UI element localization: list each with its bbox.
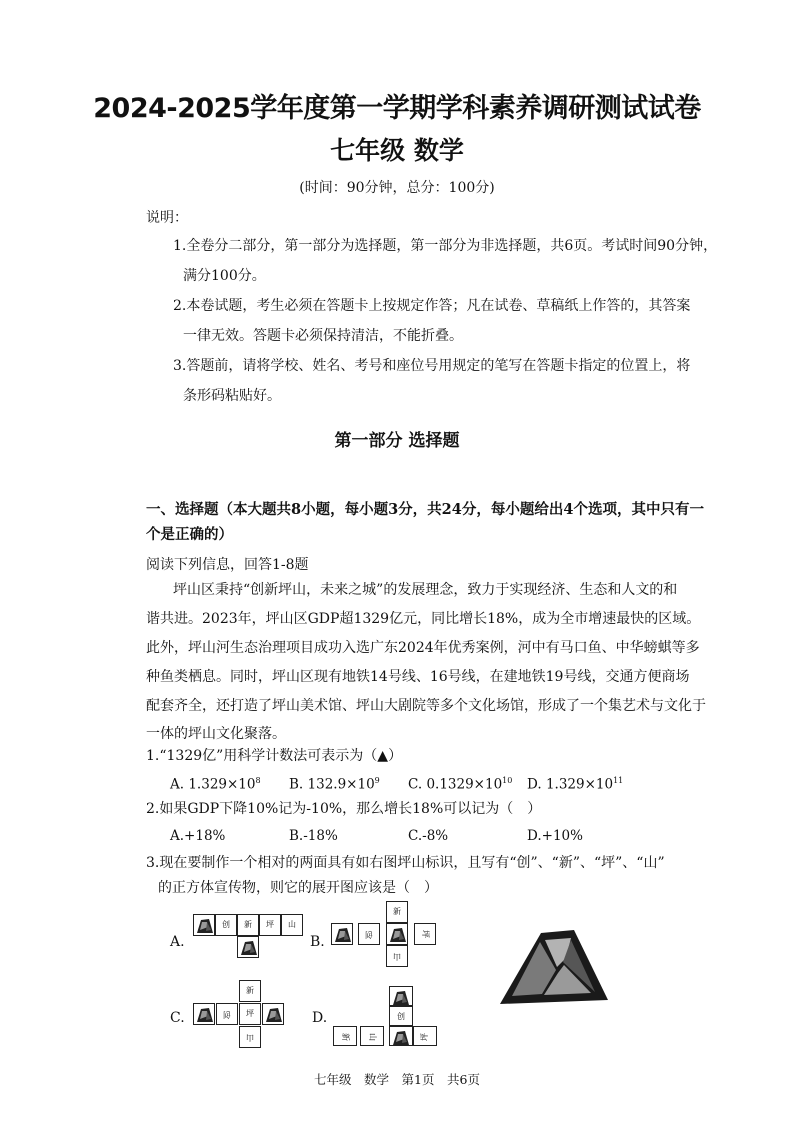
net-d-shan-glyph: 山 bbox=[368, 1033, 377, 1041]
net-a-face-ping: 坪 bbox=[259, 914, 281, 936]
option-b-exponent: 9 bbox=[374, 776, 380, 785]
net-c[interactable] bbox=[193, 980, 289, 1050]
net-d-face-logo-2 bbox=[389, 1026, 413, 1046]
instruction-3-line-1: 3.答题前，请将学校、姓名、考号和座位号用规定的笔写在答题卡指定的位置上，将 bbox=[173, 358, 691, 374]
instruction-3-line-2: 条形码粘贴好。 bbox=[183, 388, 281, 404]
option-d-label: D. bbox=[527, 776, 542, 793]
net-d-ping-glyph: 坪 bbox=[420, 1033, 429, 1041]
instructions-label: 说明： bbox=[146, 210, 188, 226]
question-2-option-d[interactable]: D.+10% bbox=[527, 828, 583, 844]
pingshan-logo-large-icon bbox=[498, 928, 610, 1006]
pingshan-logo-icon bbox=[392, 990, 410, 1006]
net-c-chuang-glyph: 创 bbox=[223, 1010, 231, 1019]
option-a-label: A. bbox=[170, 776, 185, 793]
net-b-ping-glyph: 坪 bbox=[421, 930, 430, 938]
question-2-option-b[interactable]: B.-18% bbox=[289, 828, 338, 844]
passage-line-6: 一体的坪山文化聚落。 bbox=[146, 726, 286, 742]
net-b-face-logo-2 bbox=[386, 923, 408, 945]
passage-line-4: 种鱼类栖息。同时，坪山区现有地铁14号线、16号线，在建地铁19号线，交通方便商场 bbox=[146, 669, 690, 685]
instruction-2-line-1: 2.本卷试题，考生必须在答题卡上按规定作答；凡在试卷、草稿纸上作答的，其答案 bbox=[173, 298, 691, 314]
net-d-face-chuang: 创 bbox=[389, 1006, 413, 1026]
pingshan-logo-icon bbox=[240, 940, 258, 956]
net-c-face-logo-2 bbox=[262, 1003, 284, 1025]
net-b-face-logo bbox=[331, 923, 353, 945]
net-c-face-shan-rotated bbox=[239, 1026, 261, 1048]
option-b-label: B. bbox=[289, 776, 304, 793]
option-c-exponent: 10 bbox=[502, 776, 513, 785]
net-b[interactable] bbox=[331, 901, 441, 967]
option-d-value: 1.329×10 bbox=[545, 776, 614, 793]
read-prompt: 阅读下列信息，回答1-8题 bbox=[146, 557, 309, 573]
section-title: 第一部分 选择题 bbox=[334, 431, 460, 451]
time-info: (时间：90分钟，总分：100分) bbox=[299, 180, 495, 196]
net-d-xin-glyph: 新 bbox=[341, 1033, 350, 1041]
net-d-face-ping-rotated bbox=[413, 1026, 437, 1046]
pingshan-logo-icon bbox=[334, 927, 352, 943]
passage-line-2: 谐共进。2023年，坪山区GDP超1329亿元，同比增长18%，成为全市增速最快的区域。 bbox=[146, 611, 701, 627]
net-a-face-chuang: 创 bbox=[215, 914, 237, 936]
net-c-shan-glyph: 山 bbox=[246, 1033, 254, 1042]
net-d-face-shan-rotated bbox=[360, 1026, 384, 1046]
pingshan-logo-icon bbox=[196, 918, 214, 934]
net-a-face-logo-2 bbox=[237, 936, 259, 958]
net-c-face-logo bbox=[193, 1003, 215, 1025]
pingshan-logo-icon bbox=[392, 1030, 410, 1046]
net-a-face-xin: 新 bbox=[237, 914, 259, 936]
option-c-label: C. bbox=[408, 776, 423, 793]
net-c-face-ping: 坪 bbox=[239, 1003, 261, 1025]
pingshan-logo-icon bbox=[389, 927, 407, 943]
net-d-face-logo bbox=[389, 986, 413, 1006]
net-a-face-logo bbox=[193, 914, 215, 936]
exam-title: 2024-2025学年度第一学期学科素养调研测试试卷 bbox=[93, 93, 701, 124]
net-b-face-xin: 新 bbox=[386, 901, 408, 923]
exam-subtitle: 七年级 数学 bbox=[330, 136, 464, 165]
net-a-face-shan: 山 bbox=[281, 914, 303, 936]
question-1-option-d[interactable] bbox=[527, 776, 623, 793]
question-1-option-c[interactable] bbox=[408, 776, 512, 793]
net-c-face-xin: 新 bbox=[239, 980, 261, 1002]
passage-line-3: 此外，坪山河生态治理项目成功入选广东2024年优秀案例，河中有马口鱼、中华螃蜞等多 bbox=[146, 640, 700, 656]
net-d-face-xin-rotated bbox=[333, 1026, 357, 1046]
option-b-value: 132.9×10 bbox=[307, 776, 375, 793]
instruction-2-line-2: 一律无效。答题卡必须保持清洁，不能折叠。 bbox=[183, 328, 463, 344]
net-d[interactable] bbox=[333, 986, 437, 1050]
option-c-value: 0.1329×10 bbox=[426, 776, 503, 793]
question-1-option-b[interactable] bbox=[289, 776, 380, 793]
net-b-label: B. bbox=[310, 934, 325, 950]
option-d-exponent: 11 bbox=[613, 776, 624, 785]
net-c-face-chuang-rotated bbox=[216, 1003, 238, 1025]
passage-line-1: 坪山区秉持“创新坪山，未来之城”的发展理念，致力于实现经济、生态和人文的和 bbox=[173, 582, 678, 598]
net-a-label: A. bbox=[170, 934, 185, 950]
page-footer: 七年级 数学 第1页 共6页 bbox=[314, 1072, 480, 1087]
net-b-face-ping-rotated bbox=[414, 923, 436, 945]
instruction-1-line-1: 1.全卷分二部分，第一部分为选择题，第一部分为非选择题，共6页。考试时间90分钟， bbox=[173, 238, 718, 254]
question-2-stem: 2.如果GDP下降10%记为-10%，那么增长18%可以记为（ ） bbox=[146, 801, 542, 817]
net-b-chuang-glyph: 创 bbox=[365, 930, 373, 939]
pingshan-logo-icon bbox=[265, 1007, 283, 1023]
net-b-shan-glyph: 山 bbox=[393, 952, 401, 961]
question-3-stem-line-2: 的正方体宣传物，则它的展开图应该是（ ） bbox=[158, 880, 438, 896]
question-1-option-a[interactable] bbox=[170, 776, 261, 793]
instruction-1-line-2: 满分100分。 bbox=[183, 268, 266, 284]
net-a[interactable] bbox=[193, 914, 303, 958]
net-d-label: D. bbox=[312, 1010, 328, 1026]
option-a-exponent: 8 bbox=[255, 776, 261, 785]
pingshan-logo-icon bbox=[196, 1007, 214, 1023]
option-a-value: 1.329×10 bbox=[188, 776, 256, 793]
net-b-face-shan-rotated bbox=[386, 945, 408, 967]
section-heading-line-1: 一、选择题（本大题共8小题，每小题3分，共24分，每小题给出4个选项，其中只有一 bbox=[146, 501, 704, 518]
passage-line-5: 配套齐全，还打造了坪山美术馆、坪山大剧院等多个文化场馆，形成了一个集艺术与文化于 bbox=[146, 698, 706, 714]
question-3-stem-line-1: 3.现在要制作一个相对的两面具有如右图坪山标识，且写有“创”、“新”、“坪”、“山” bbox=[146, 855, 665, 871]
question-2-option-c[interactable]: C.-8% bbox=[408, 828, 449, 844]
net-c-label: C. bbox=[170, 1010, 185, 1026]
net-b-face-chuang-rotated bbox=[358, 923, 380, 945]
question-1-stem: 1.“1329亿”用科学计数法可表示为（▲） bbox=[146, 748, 403, 764]
question-2-option-a[interactable]: A.+18% bbox=[170, 828, 226, 844]
section-heading-line-2: 个是正确的） bbox=[146, 526, 233, 543]
